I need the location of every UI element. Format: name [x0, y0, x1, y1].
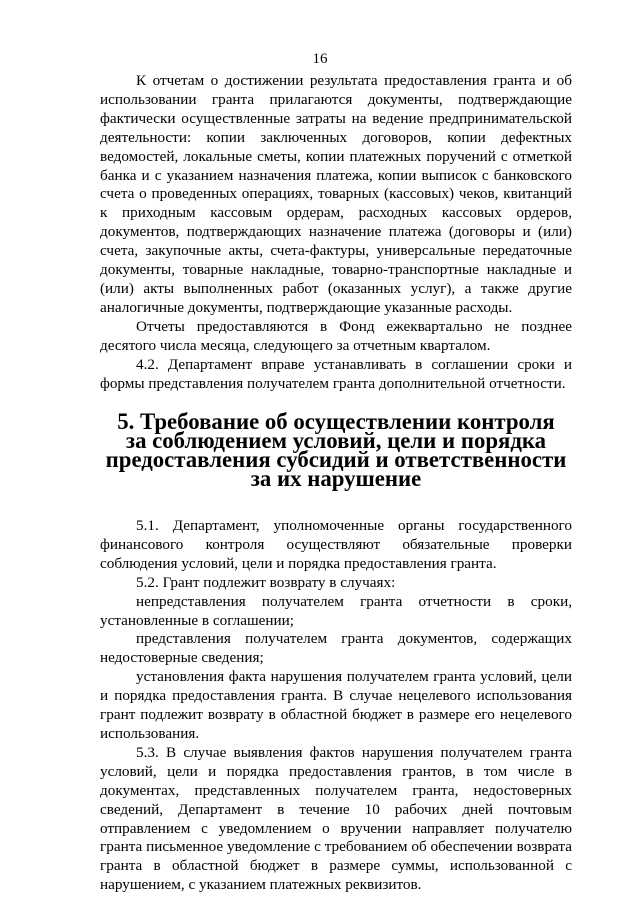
section-5-heading	[100, 409, 572, 492]
paragraph-case-violation: установления факта нарушения получателем гранта условий, цели и порядка предоставления гранта. В случае нецелевого использования грант подлежит возврату в областной бюджет в размере его нецелевого использования.	[100, 668, 572, 742]
spacer	[100, 489, 572, 517]
paragraph-report-documents: К отчетам о достижении результата предоставления гранта и об использовании гранта прилагаются документы, подтверждающие фактически осуществленные затраты на ведение предпринимательской деятельности: копии заключенных договоров, копии дефектных ведомостей, локальные сметы, копии платежных поручений с отметкой банка и с указанием назначения платежа, копии выписок с банковского счета о проведенных операциях, товарных (кассовых) чеков, квитанций к приходным кассовым ордерам, расходных кассовых ордеров, документов, подтверждающих назначение платежа (договоры и (или) счета, закупочные акты, счета-фактуры, универсальные передаточные документы, товарные накладные, товарно-транспортные накладные и (или) акты выполненных работ (оказанных услуг), а также другие аналогичные документы, подтверждающие указанные расходы.	[100, 72, 572, 316]
paragraph-report-deadline: Отчеты предоставляются в Фонд ежеквартально не позднее десятого числа месяца, следующего за отчетным кварталом.	[100, 317, 572, 354]
paragraph-case-no-report: непредставления получателем гранта отчетности в сроки, установленные в соглашении;	[100, 592, 572, 629]
paragraph-case-false-docs: представления получателем гранта документов, содержащих недостоверные сведения;	[100, 630, 572, 667]
heading-line: за их нарушение	[250, 466, 422, 492]
heading-line: 5. Требование об осуществлении контроля	[117, 409, 555, 435]
paragraph-5-1: 5.1. Департамент, уполномоченные органы государственного финансового контроля осуществляют обязательные проверки соблюдения условий, цели и порядка предоставления гранта.	[100, 517, 572, 572]
paragraph-5-3: 5.3. В случае выявления фактов нарушения получателем гранта условий, цели и порядка предоставления грантов, в том числе в документах, представленных получателем гранта, недостоверных сведений, Департамент в течение 10 рабочих дней почтовым отправлением с уведомлением о вручении направляет получателю гранта письменное уведомление с требованием об обеспечении возврата гранта в областной бюджет в размере суммы, использованной с нарушением, с указанием платежных реквизитов.	[100, 743, 572, 894]
page-number: 16	[312, 51, 328, 67]
heading-line: за соблюдением условий, цели и порядка	[125, 428, 547, 454]
page-content	[100, 72, 572, 895]
paragraph-4-2: 4.2. Департамент вправе устанавливать в соглашении сроки и формы представления получателем гранта дополнительной отчетности.	[100, 355, 572, 392]
heading-line: предоставления субсидий и ответственности	[105, 447, 567, 473]
paragraph-5-2: 5.2. Грант подлежит возврату в случаях:	[136, 573, 396, 591]
